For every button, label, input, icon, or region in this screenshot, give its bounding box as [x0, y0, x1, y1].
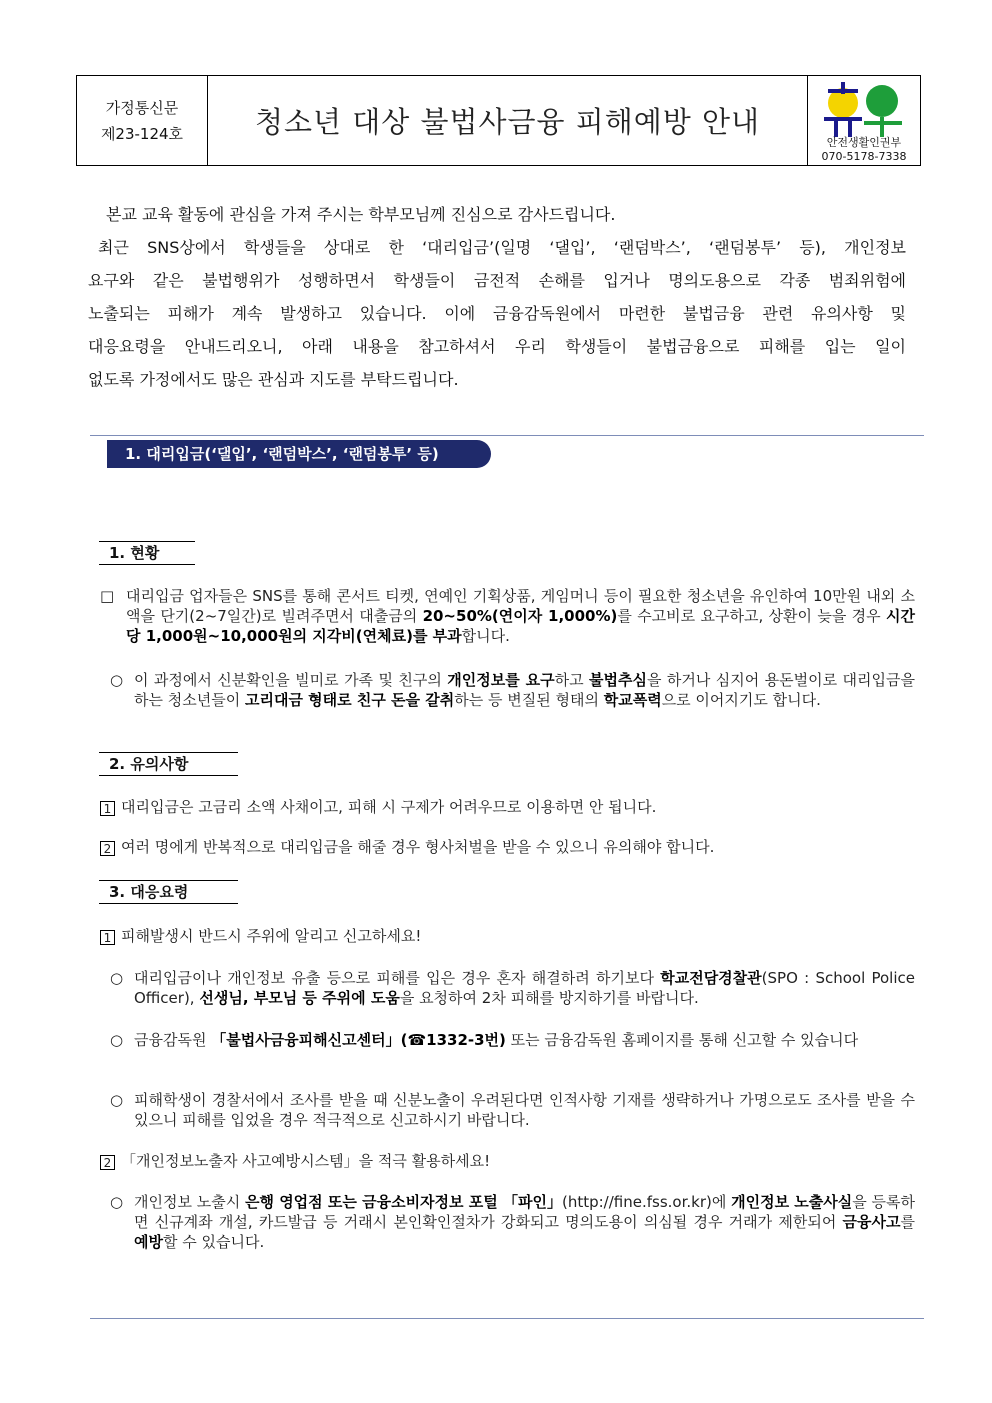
s3-d-text: 할 수 있습니다.	[162, 1233, 265, 1251]
intro-line: 없도록 가정에서도 많은 관심과 지도를 부탁드립니다.	[88, 370, 459, 389]
s3-item-1	[100, 926, 915, 946]
s3-a-text: 을 요청하여 2차 피해를 방지하기를 바랍니다.	[399, 989, 699, 1007]
intro-line: 대응요령을 안내드리오니, 아래 내용을 참고하셔서 우리 학생들이 불법금융으로 피해를 입는 일이	[88, 337, 906, 356]
s1-p2-text: 하고	[554, 671, 589, 689]
page-title: 청소년 대상 불법사금융 피해예방 안내	[254, 105, 761, 139]
s3-heading: 3. 대응요령	[99, 880, 238, 904]
s1-p2-bold: 고리대금 형태로 친구 돈을 갈취	[244, 691, 455, 709]
s1-paragraph	[100, 586, 915, 646]
divider	[90, 435, 924, 436]
circle-bullet-icon: ○	[110, 1193, 124, 1211]
s3-d-bold: 예방	[134, 1233, 163, 1251]
s1-p2-bold: 학교폭력	[603, 691, 662, 709]
s1-p2-text: 하는 등 변질된 형태의	[454, 691, 604, 709]
number-box-icon: 2	[100, 841, 115, 856]
doc-info	[77, 76, 208, 165]
dept-name: 안전생활인권부	[826, 136, 902, 149]
circle-bullet-icon: ○	[110, 1031, 124, 1049]
s1-p1-bold: 20~50%(연이자 1,000%)	[422, 607, 618, 625]
intro-line: 요구와 같은 불법행위가 성행하면서 학생들이 금전적 손해를 입거나 명의도용으로 각종 범죄위험에	[88, 271, 906, 290]
header-box	[76, 75, 921, 166]
school-info	[807, 76, 920, 165]
s3-a-bold: 선생님, 부모님 등 주위에 도움	[199, 989, 400, 1007]
intro-line: 노출되는 피해가 계속 발생하고 있습니다. 이에 금융감독원에서 마련한 불법금융 관련 유의사항 및	[88, 304, 906, 323]
s3-b-bold: 「불법사금융피해신고센터」(☎1332-3번)	[211, 1031, 506, 1049]
s3-c-text: 피해학생이 경찰서에서 조사를 받을 때 신분노출이 우려된다면 인적사항 기재를 생략하거나 가명으로도 조사를 받을 수 있으니 피해를 입었을 경우 적극적으로 신고하시기 바랍니다.	[134, 1091, 915, 1129]
s1-p2-bold: 개인정보를 요구	[447, 671, 555, 689]
s1-heading: 1. 현황	[99, 541, 195, 565]
divider	[90, 1318, 924, 1319]
number-box-icon: 1	[100, 930, 115, 945]
circle-bullet-icon: ○	[110, 671, 124, 689]
s3-b-text: 또는 금융감독원 홈페이지를 통해 신고할 수 있습니다	[505, 1031, 859, 1049]
s3-d-text: 을 등록하면 신규계좌 개설, 카드발급 등 거래시 본인확인절차가 강화되고 명의도용이 의심될 경우 거래가 제한되어	[134, 1193, 915, 1231]
s3-d-bold: 은행 영업점 또는 금융소비자정보 포털 「파인」	[244, 1193, 562, 1211]
doc-number: 제23-124호	[100, 124, 184, 143]
s1-p1-text: 를 수고비로 요구하고, 상환이 늦을 경우	[617, 607, 887, 625]
circle-bullet-icon: ○	[110, 1091, 124, 1109]
s3-sub-d	[110, 1192, 915, 1252]
intro-line: 본교 교육 활동에 관심을 가져 주시는 학부모님께 진심으로 감사드립니다.	[106, 205, 616, 224]
section-tab: 1. 대리입금(‘댈입’, ‘랜덤박스’, ‘랜덤봉투’ 등)	[107, 440, 491, 468]
school-logo-icon	[818, 81, 908, 139]
s3-a-bold: 학교전담경찰관	[660, 969, 762, 987]
s2-item-2	[100, 837, 915, 857]
s2-item-text: 여러 명에게 반복적으로 대리입금을 해줄 경우 형사처벌을 받을 수 있으니 유의해야 합니다.	[121, 838, 715, 856]
s1-p2-text: 이 과정에서 신분확인을 빌미로 가족 및 친구의	[134, 671, 448, 689]
s3-d-text: 개인정보 노출시	[134, 1193, 245, 1211]
number-box-icon: 1	[100, 801, 115, 816]
intro-line: 최근 SNS상에서 학생들을 상대로 한 ‘대리입금’(일명 ‘댈입’, ‘랜덤박스’, ‘랜덤봉투’ 등), 개인정보	[98, 238, 906, 257]
s3-item-2	[100, 1151, 915, 1171]
s1-p1-text: 합니다.	[461, 627, 510, 645]
intro-text	[88, 198, 906, 396]
s1-p1-bold: 시간당 1,000원~10,000원의 지각비(연체료)를 부과	[126, 607, 915, 645]
dept-phone: 070-5178-7338	[821, 150, 907, 163]
s3-d-text: 를	[900, 1213, 915, 1231]
circle-bullet-icon: ○	[110, 969, 124, 987]
s3-item-text: 피해발생시 반드시 주위에 알리고 신고하세요!	[121, 927, 422, 945]
number-box-icon: 2	[100, 1155, 115, 1170]
s3-sub-b	[110, 1030, 915, 1050]
s2-heading: 2. 유의사항	[99, 752, 238, 776]
s3-d-bold: 개인정보 노출사실	[731, 1193, 853, 1211]
square-bullet-icon: □	[100, 587, 115, 605]
s3-a-text: (SPO : School Police Officer),	[134, 969, 915, 1007]
s3-d-bold: 금융사고	[842, 1213, 901, 1231]
s3-a-text: 대리입금이나 개인정보 유출 등으로 피해를 입은 경우 혼자 해결하려 하기보다	[134, 969, 661, 987]
s1-p1-text: 대리입금 업자들은 SNS를 통해 콘서트 티켓, 연예인 기획상품, 게임머니 등이 필요한 청소년을 유인하여 10만원 내외 소액을 단기(2~7일간)로 빌려주면서 대출금의	[126, 587, 915, 625]
s3-sub-c	[110, 1090, 915, 1130]
s1-p2-text: 을 하거나 심지어 용돈벌이로 대리입금을 하는 청소년들이	[134, 671, 915, 709]
s2-item-1	[100, 797, 915, 817]
doc-type: 가정통신문	[105, 98, 179, 117]
s1-p2-text: 으로 이어지기도 합니다.	[661, 691, 821, 709]
s3-b-text: 금융감독원	[134, 1031, 212, 1049]
s3-d-text: (http://fine.fss.or.kr)에	[561, 1193, 732, 1211]
s1-p2-bold: 불법추심	[589, 671, 647, 689]
s3-sub-a	[110, 968, 915, 1008]
s1-sub-paragraph	[110, 670, 915, 710]
s3-item-text: 「개인정보노출자 사고예방시스템」을 적극 활용하세요!	[121, 1152, 491, 1170]
s2-item-text: 대리입금은 고금리 소액 사채이고, 피해 시 구제가 어려우므로 이용하면 안 됩니다.	[121, 798, 657, 816]
